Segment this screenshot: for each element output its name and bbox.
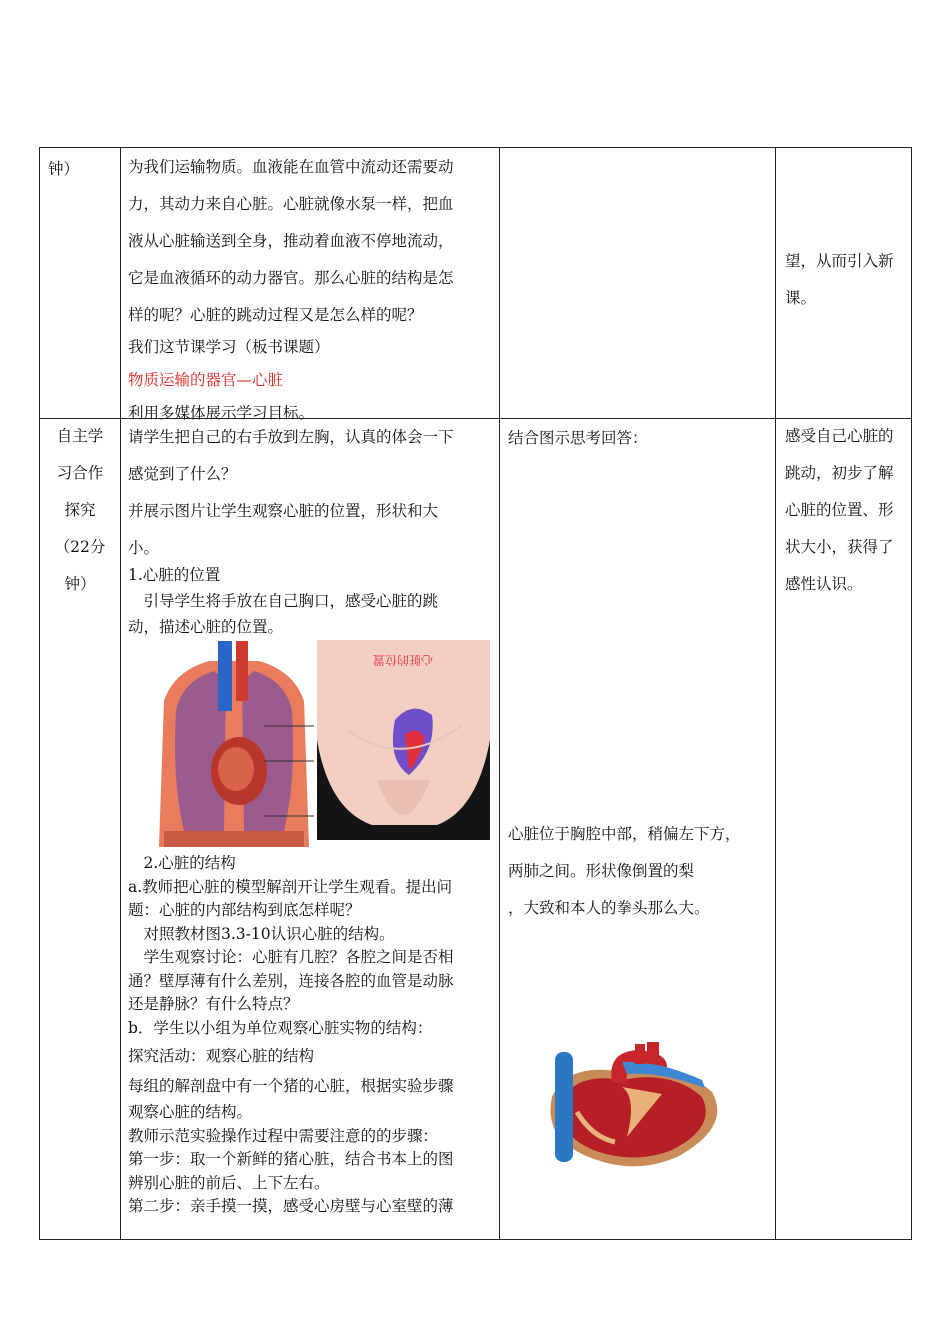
row2-heart-position: 1.心脏的位置 引导学生将手放在自己胸口，感受心脏的跳 动，描述心脏的位置。 [128,566,439,636]
row1-teacher-activity-lower [128,331,498,430]
text-line: 液从心脏输送到全身，推动着血液不停地流动， [128,232,454,250]
heart-position-photo [317,640,490,840]
text-line: 它是血液循环的动力器官。那么心脏的结构是怎 [128,269,454,287]
text-line: 利用多媒体展示学习目标。 [128,404,315,422]
row1-time-cell: 钟） [48,160,80,178]
text-line: 样的呢？心脏的跳动过程又是怎么样的呢？ [128,306,423,324]
row2-student-answer: 心脏位于胸腔中部，稍偏左下方， 两肺之间。形状像倒置的梨 ，大致和本人的拳头那么大。 [508,825,741,917]
row2-stage-cell: 自主学 习合作 探究 （22分 钟） [54,427,106,593]
heart-structure-image [527,1042,739,1172]
row2-teacher-intro: 请学生把自己的右手放到左胸，认真的体会一下 感觉到了什么？ 并展示图片让学生观察心脏的位置，形状和大 小。 [128,428,454,557]
row1-teacher-activity [128,149,498,334]
row1-design-intent: 望，从而引入新 课。 [785,252,894,307]
row2-design-intent: 感受自己心脏的 跳动，初步了解 心脏的位置、形 状大小，获得了 感性认识。 [785,427,894,593]
lesson-title: 物质运输的器官—心脏 [128,371,284,389]
text-line: 为我们运输物质。血液能在血管中流动还需要动 [128,158,454,176]
text-line: 我们这节课学习（板书课题） [128,338,330,356]
text-line: 力，其动力来自心脏。心脏就像水泵一样，把血 [128,195,454,213]
image-caption: 心脏的位置 [372,653,434,667]
chest-anatomy-image [154,641,314,847]
row2-student-activity-top: 结合图示思考回答： [508,429,648,447]
row2-heart-structure: 2.心脏的结构 a.教师把心脏的模型解剖开让学生观看。提出问 题：心脏的内部结构到底怎样呢？ 对照教材图3.3-10认识心脏的结构。 学生观察讨论：心脏有几腔？各腔之间是否相 通？壁厚薄有什么差别，连接各腔的血管是动脉 还是静脉？有什么特点？ b．学生以小组为单位观察心脏实物的结构： 探究活动：观察心脏的结构 每组的解剖盘中有一个猪的心脏，根据实验步骤 观察心脏的结构。 教师示范实验操作过程中需要注意的的步骤： 第一步：取一个新鲜的猪心脏，结合书本上的图 辨别心脏的前后、上下左右。 第二步：亲手摸一摸，感受心房壁与心室壁的薄 [128,854,454,1215]
